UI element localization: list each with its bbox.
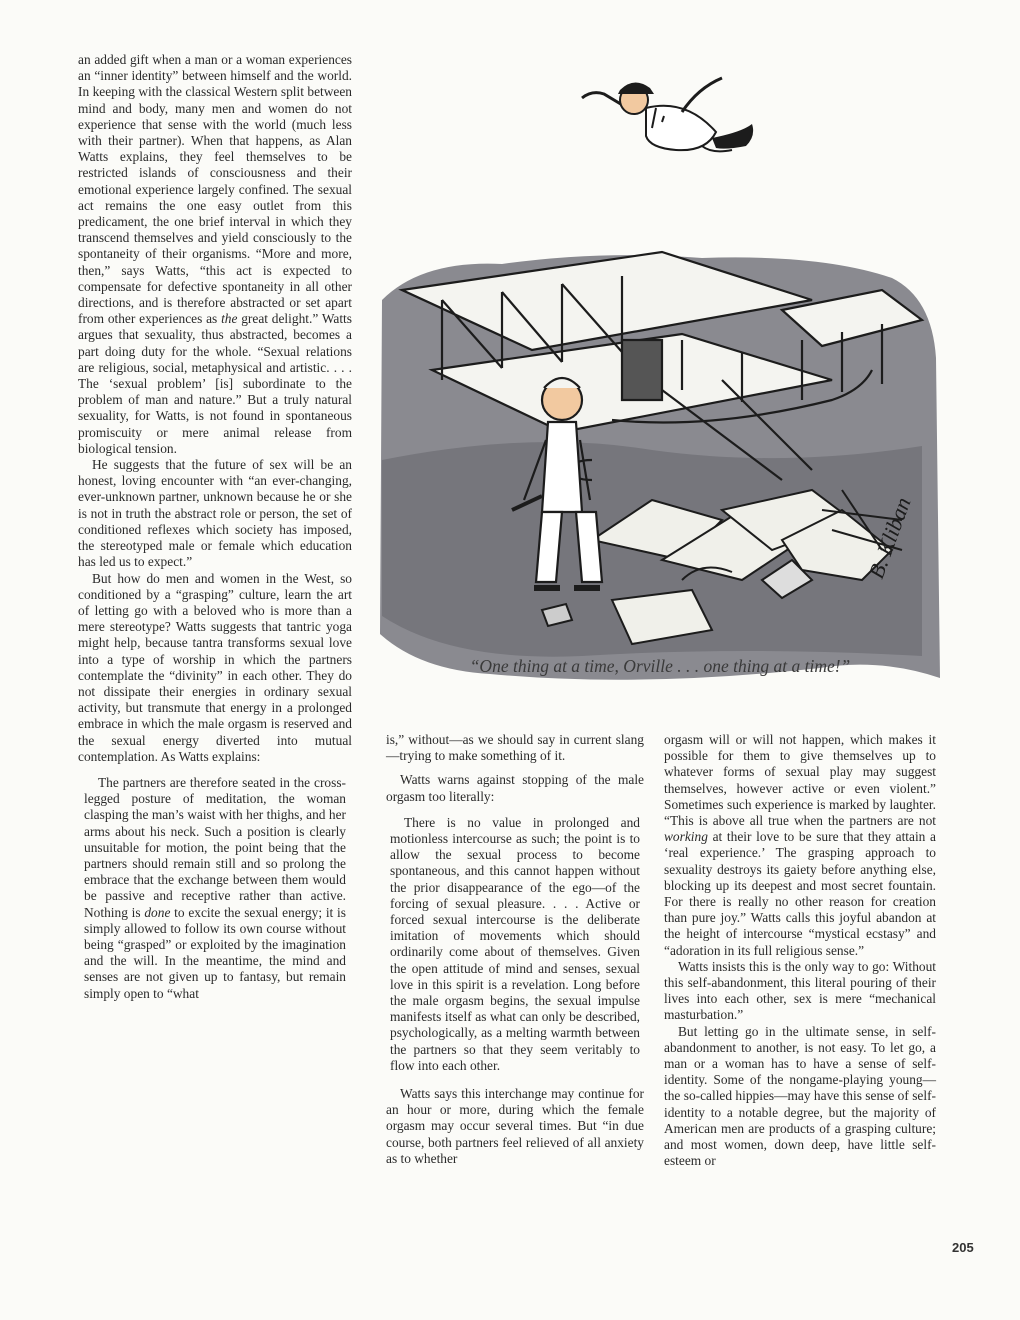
block-quote: The partners are therefore seated in the cross-legged posture of meditation, the woman clasping the man’s waist with her thighs, and her arms about his neck. Such a position is clearly unsuitable for motion, the point being that the partners should remain still and so prolong the embrace that the exchange between them would be passive and receptive rather than active. Nothing is done to excite the sexual energy; it is simply allowed to follow its own course without being “grasped” or exploited by the imagination and the will. In the meantime, the mind and senses are not given up to fantasy, but remain simply open to “what [84,774,346,1001]
cartoon-illustration [362,40,952,680]
paragraph: He suggests that the future of sex will be an honest, loving encounter with “an ever-changing, ever-unknown partner, unknown because he or she is not in truth the abstract role or person, the set of conditioned reflexes which society has imposed, the stereotyped male or female which education has led us to expect.” [78,457,352,570]
paragraph: Watts warns against stopping of the male orgasm too literally: [386,772,644,804]
cartoon-drawing [362,40,952,680]
paragraph: is,” without—as we should say in current slang—trying to make something of it. [386,732,644,764]
paragraph: But how do men and women in the West, so conditioned by a “grasping” culture, learn the art of letting go with a beloved who is more than a mere stereotype? Watts suggests that tantric yoga might help, because tantra transforms sexual love into a type of worship in which the partners contemplate the “divinity” in each other. They do not dissipate their energies in ordinary sexual activity, but transmute that energy in a prolonged embrace in which the male orgasm is reserved and the sexual energy diverted into mutual contemplation. As Watts explains: [78,570,352,764]
flying-pilot [582,78,753,151]
paragraph: But letting go in the ultimate sense, in self-abandonment to another, is not easy. To let go, a man or a woman has to have a sense of self-identity. Some of the nongame-playing young—the so-called hippies—may have this sense of self-identity to a notable degree, but the majority of American men are products of a grasping culture; and most women, down deep, have little self-esteem or [664,1023,936,1169]
cartoon-caption: “One thing at a time, Orville . . . one thing at a time!” [469,656,851,676]
column-3 [664,732,936,1169]
paragraph: orgasm will or will not happen, which makes it possible for them to give themselves up to whatever forms of sexual play may suggest themselves, however active or even violent.” Sometimes such experience is marked by laughter. “This is above all true when the partners are not working at their love to be sure that they attain a ‘real experience.’ The grasping approach to sexuality destroys its gaiety before anything else, blocking up its deepest and most secret fountain. For there is really no other reason for creation than pure joy.” Watts calls this joyful abandon at the height of intercourse “mystical ecstasy” and “adoration in its full religious sense.” [664,732,936,958]
page-number: 205 [952,1240,974,1255]
artist-signature: B. Kliban [863,493,916,582]
column-2 [386,732,644,1167]
column-1 [78,52,352,1002]
block-quote: There is no value in prolonged and motionless intercourse as such; the point is to allow the sexual process to become spontaneous, and this cannot happen without the prior disappearance of the ego—of the forcing of sexual pleasure. . . . Active or forced sexual intercourse is the deliberate imitation of movements which should ordinarily come about of themselves. Given the open attitude of mind and senses, sexual love in this spirit is a revelation. Long before the male orgasm begins, the sexual impulse manifests itself as what can only be described, psychologically, as a melting warmth between the partners so that they seem veritably to flow into each other. [390,814,640,1073]
paragraph: Watts says this interchange may continue for an hour or more, during which the female orgasm may occur several times. But “in due course, both partners feel relieved of all anxiety as to whether [386,1086,644,1166]
paragraph: an added gift when a man or a woman experiences an “inner identity” between himself and the world. In keeping with the classical Western split between mind and body, many men and women do not experience that sense with the world (much less with their partner). When that happens, as Alan Watts explains, they feel themselves to be restricted islands of consciousness and their emotional experience largely confined. The sexual act remains the one easy outlet from this predicament, the one brief interval in which they transcend themselves and yield consciously to the spontaneity of their organisms. “More and more, then,” says Watts, “this act is expected to compensate for defective spontaneity in all other directions, and is therefore abstracted or set apart from other experiences as the great delight.” Watts argues that sexuality, thus abstracted, becomes a part doing duty for the whole. “Sexual relations are religious, social, metaphysical and artistic. . . . The ‘sexual problem’ [is] subordinate to the problem of man and nature.” But a truly natural sexuality, for Watts, is not found in spontaneous promiscuity or mere animal release from biological tension. [78,52,352,456]
paragraph: Watts insists this is the only way to go: Without this self-abandonment, this literal pouring of their lives into each other, sex is mere “mechanical masturbation.” [664,958,936,1023]
